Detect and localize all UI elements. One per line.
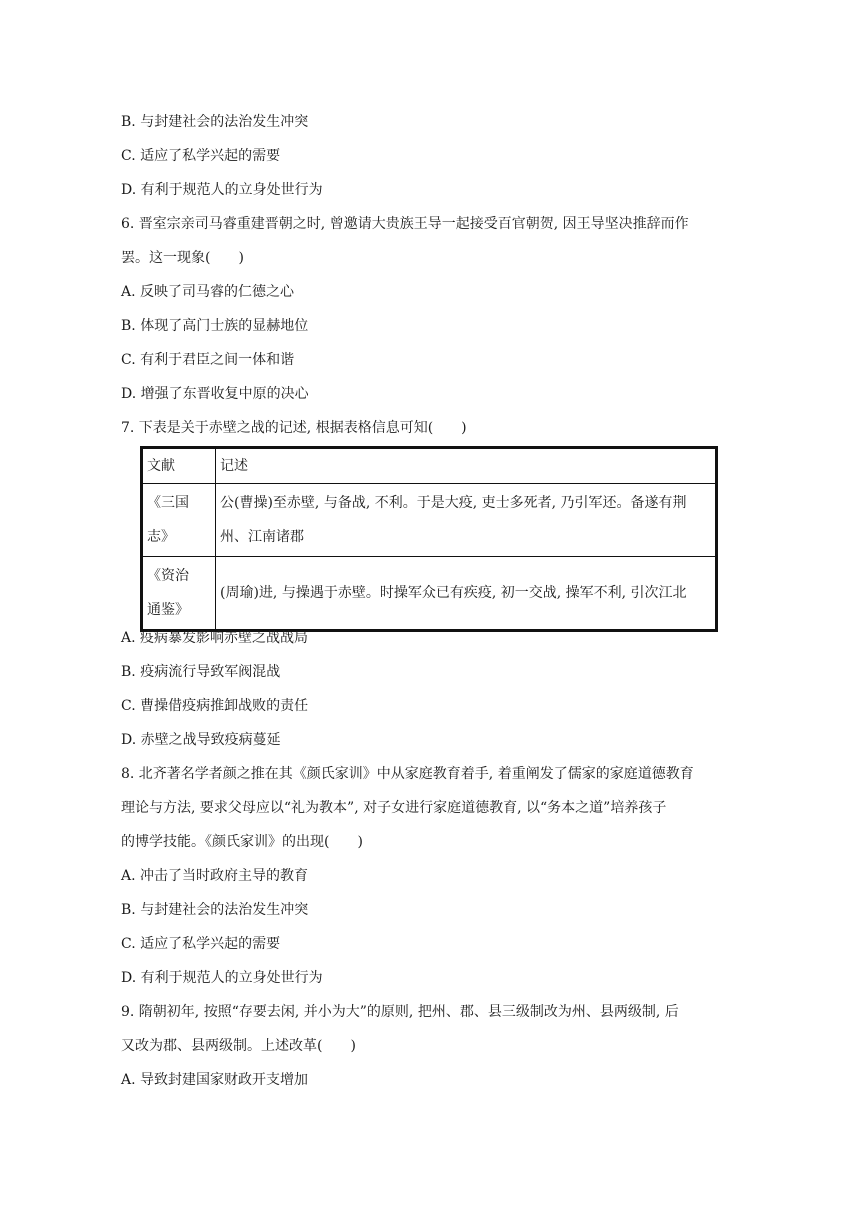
q6-option-c: C. 有利于君臣之间一体和谐 xyxy=(121,352,295,368)
q6-option-a: A. 反映了司马睿的仁德之心 xyxy=(121,284,295,300)
table-cell-text xyxy=(216,484,717,557)
table-row xyxy=(142,557,717,631)
q9-stem-line2: 又改为郡、县两级制。上述改革( ) xyxy=(121,1038,356,1054)
table-cell-source xyxy=(142,484,216,557)
q7-option-b: B. 疫病流行导致军阀混战 xyxy=(121,664,281,680)
q5-option-b: B. 与封建社会的法治发生冲突 xyxy=(121,114,309,130)
source-line: 志》 xyxy=(147,529,175,545)
text-line: (周瑜)进, 与操遇于赤壁。时操军众已有疾疫, 初一交战, 操军不利, 引次江北 xyxy=(220,585,687,601)
table-header-source: 文献 xyxy=(142,448,216,484)
source-line: 《三国 xyxy=(147,495,189,511)
q6-option-d: D. 增强了东晋收复中原的决心 xyxy=(121,386,309,402)
q9-option-a: A. 导致封建国家财政开支增加 xyxy=(121,1072,309,1088)
q6-stem-line2: 罢。这一现象( ) xyxy=(121,250,244,266)
q9-stem-line1: 9. 隋朝初年, 按照“存要去闲, 并小为大”的原则, 把州、郡、县三级制改为州、县两级制, 后 xyxy=(121,1004,679,1020)
q5-option-c: C. 适应了私学兴起的需要 xyxy=(121,148,281,164)
q8-option-a: A. 冲击了当时政府主导的教育 xyxy=(121,868,309,884)
table-cell-text xyxy=(216,557,717,631)
q8-stem-line2: 理论与方法, 要求父母应以“礼为教本”, 对子女进行家庭道德教育, 以“务本之道”培养孩子 xyxy=(121,800,667,816)
q5-option-d: D. 有利于规范人的立身处世行为 xyxy=(121,182,323,198)
source-line: 通鉴》 xyxy=(147,602,189,618)
table-cell-source xyxy=(142,557,216,631)
q7-option-a: A. 疫病暴发影响赤壁之战战局 xyxy=(121,630,309,646)
q8-option-d: D. 有利于规范人的立身处世行为 xyxy=(121,970,323,986)
q8-option-c: C. 适应了私学兴起的需要 xyxy=(121,936,281,952)
text-line: 公(曹操)至赤壁, 与备战, 不利。于是大疫, 吏士多死者, 乃引军还。备遂有荆 xyxy=(220,495,687,511)
q8-stem-line1: 8. 北齐著名学者颜之推在其《颜氏家训》中从家庭教育着手, 着重阐发了儒家的家庭道德教育 xyxy=(121,766,694,782)
table-header-row xyxy=(142,448,717,484)
q7-option-c: C. 曹操借疫病推卸战败的责任 xyxy=(121,698,309,714)
source-line: 《资治 xyxy=(147,568,189,584)
q8-stem-line3: 的博学技能。《颜氏家训》的出现( ) xyxy=(121,834,363,850)
q6-option-b: B. 体现了高门士族的显赫地位 xyxy=(121,318,309,334)
text-line: 州、江南诸郡 xyxy=(220,529,304,545)
table-row xyxy=(142,484,717,557)
source-table xyxy=(140,446,718,632)
q6-stem-line1: 6. 晋室宗亲司马睿重建晋朝之时, 曾邀请大贵族王导一起接受百官朝贺, 因王导坚决推辞而作 xyxy=(121,216,689,232)
q7-stem: 7. 下表是关于赤壁之战的记述, 根据表格信息可知( ) xyxy=(121,420,467,436)
q7-option-d: D. 赤壁之战导致疫病蔓延 xyxy=(121,732,281,748)
table-header-text: 记述 xyxy=(216,448,717,484)
q8-option-b: B. 与封建社会的法治发生冲突 xyxy=(121,902,309,918)
